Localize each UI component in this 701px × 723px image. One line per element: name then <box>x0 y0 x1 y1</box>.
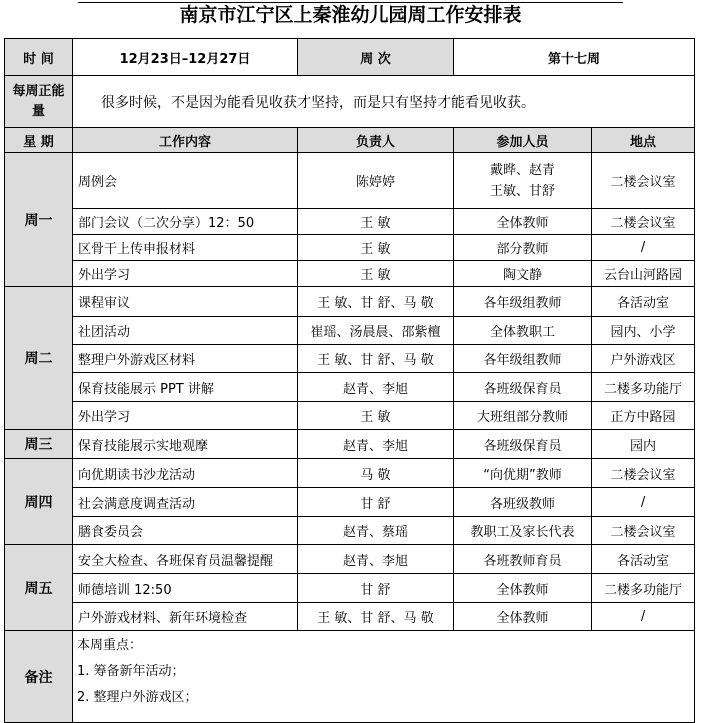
owner: 王 敏 <box>298 209 454 235</box>
participant: 戴晔、赵青 <box>489 162 555 178</box>
page-title: 南京市江宁区上秦淮幼儿园周工作安排表 <box>179 4 522 26</box>
col-owner: 负责人 <box>298 128 454 153</box>
col-participants: 参加人员 <box>454 128 592 153</box>
location: / <box>592 235 695 261</box>
location: 二楼会议室 <box>592 153 695 209</box>
participants-cell <box>454 430 592 459</box>
schedule-row <box>5 373 695 402</box>
location: 二楼会议室 <box>592 209 695 235</box>
owner: 甘 舒 <box>298 488 454 517</box>
schedule-row <box>5 488 695 517</box>
location: 正方中路园 <box>592 402 695 430</box>
participant: 陶文静 <box>502 268 542 283</box>
notes-row <box>5 631 695 723</box>
owner: 赵青、蔡瑶 <box>298 517 454 545</box>
schedule-row <box>5 235 695 261</box>
schedule-row <box>5 287 695 317</box>
work-content: 周例会 <box>73 153 298 209</box>
work-content: 安全大检查、各班保育员温馨提醒 <box>73 545 298 574</box>
owner: 赵青、李旭 <box>298 430 454 459</box>
location: 各活动室 <box>592 287 695 317</box>
participant: 大班组部分教师 <box>476 410 568 425</box>
work-content: 膳食委员会 <box>73 517 298 545</box>
participants-cell <box>454 345 592 373</box>
date-range: 12月23日–12月27日 <box>73 39 298 76</box>
time-label: 时 间 <box>5 39 73 76</box>
owner: 崔瑶、汤晨晨、邵紫檀 <box>298 317 454 345</box>
work-content: 社会满意度调查活动 <box>73 488 298 517</box>
notes-content <box>73 631 695 723</box>
owner: 王 敏、甘 舒、马 敬 <box>298 345 454 373</box>
quote-label: 每周正能量 <box>5 76 73 128</box>
schedule-row <box>5 517 695 545</box>
location: 二楼多功能厅 <box>592 373 695 402</box>
participant: 全体教师 <box>496 611 549 626</box>
participant: 各年级组教师 <box>483 296 562 311</box>
column-header-row <box>5 128 695 153</box>
notes-line: 本周重点： <box>77 638 143 653</box>
schedule-row <box>5 153 695 209</box>
participant: 全体教师 <box>496 582 549 598</box>
work-content: 整理户外游戏区材料 <box>73 345 298 373</box>
location: 云台山河路园 <box>592 261 695 287</box>
work-content: 户外游戏材料、新年环境检查 <box>73 603 298 631</box>
location: 二楼会议室 <box>592 517 695 545</box>
quote-text: 很多时候，不是因为能看见收获才坚持，而是只有坚持才能看见收获。 <box>73 76 695 128</box>
work-content: 外出学习 <box>73 402 298 430</box>
owner: 王 敏 <box>298 402 454 430</box>
schedule-row <box>5 402 695 430</box>
col-location: 地点 <box>592 128 695 153</box>
owner: 王 敏、甘 舒、马 敬 <box>298 603 454 631</box>
work-content: 外出学习 <box>73 261 298 287</box>
participants-cell <box>454 261 592 287</box>
participants-cell <box>454 235 592 261</box>
participants-cell <box>454 545 592 574</box>
owner: 陈婷婷 <box>298 153 454 209</box>
participant: 教职工及家长代表 <box>470 525 575 540</box>
owner: 甘 舒 <box>298 574 454 603</box>
location: / <box>592 603 695 631</box>
participant: 部分教师 <box>496 242 549 257</box>
work-content: 社团活动 <box>73 317 298 345</box>
day-name: 周五 <box>5 545 73 631</box>
work-content: 向优期读书沙龙活动 <box>73 459 298 488</box>
day-name: 周一 <box>5 153 73 287</box>
owner: 王 敏 <box>298 261 454 287</box>
participant: 全体教师 <box>496 216 549 231</box>
header-row <box>5 39 695 76</box>
owner: 赵青、李旭 <box>298 545 454 574</box>
quote-row <box>5 76 695 128</box>
participant: 各年级组教师 <box>483 353 562 368</box>
location: 二楼多功能厅 <box>592 574 695 603</box>
owner: 赵青、李旭 <box>298 373 454 402</box>
participants-cell <box>454 402 592 430</box>
owner: 王 敏 <box>298 235 454 261</box>
participant: 各班级保育员 <box>483 381 562 397</box>
week-label: 周 次 <box>298 39 454 76</box>
day-name: 周三 <box>5 430 73 459</box>
work-content: 课程审议 <box>73 287 298 317</box>
schedule-row <box>5 261 695 287</box>
participant: “向优期”教师 <box>483 467 562 483</box>
owner: 王 敏、甘 舒、马 敬 <box>298 287 454 317</box>
week-value: 第十七周 <box>454 39 695 76</box>
participant: 各班级教师 <box>489 496 555 512</box>
location: 园内、小学 <box>592 317 695 345</box>
col-day: 星 期 <box>5 128 73 153</box>
schedule-row <box>5 574 695 603</box>
notes-line: 1. 筹备新年活动； <box>77 664 185 679</box>
work-content: 保育技能展示 PPT 讲解 <box>73 373 298 402</box>
work-content: 部门会议（二次分享）12：50 <box>73 209 298 235</box>
participants-cell <box>454 459 592 488</box>
participants-cell <box>454 373 592 402</box>
participant: 王敏、甘舒 <box>489 183 555 199</box>
location: / <box>592 488 695 517</box>
schedule-row <box>5 430 695 459</box>
participants-cell <box>454 488 592 517</box>
schedule-row <box>5 459 695 488</box>
participant: 各班教师育员 <box>483 553 562 569</box>
owner: 马 敬 <box>298 459 454 488</box>
day-name: 周四 <box>5 459 73 545</box>
participants-cell <box>454 603 592 631</box>
schedule-row <box>5 317 695 345</box>
col-content: 工作内容 <box>73 128 298 153</box>
participants-cell <box>454 574 592 603</box>
notes-line: 2. 整理户外游戏区； <box>77 690 198 705</box>
participants-cell <box>454 153 592 209</box>
participants-cell <box>454 517 592 545</box>
location: 二楼会议室 <box>592 459 695 488</box>
schedule-row <box>5 209 695 235</box>
schedule-row <box>5 603 695 631</box>
location: 户外游戏区 <box>592 345 695 373</box>
location: 园内 <box>592 430 695 459</box>
schedule-row <box>5 545 695 574</box>
participants-cell <box>454 209 592 235</box>
notes-label: 备注 <box>5 631 73 723</box>
participants-cell <box>454 287 592 317</box>
participant: 各班级保育员 <box>483 438 562 454</box>
participant: 全体教职工 <box>489 325 555 340</box>
location: 各活动室 <box>592 545 695 574</box>
work-content: 区骨干上传申报材料 <box>73 235 298 261</box>
day-name: 周二 <box>5 287 73 430</box>
participants-cell <box>454 317 592 345</box>
schedule-row <box>5 345 695 373</box>
work-content: 师德培训 12:50 <box>73 574 298 603</box>
work-content: 保育技能展示实地观摩 <box>73 430 298 459</box>
weekly-schedule-table <box>4 38 695 723</box>
